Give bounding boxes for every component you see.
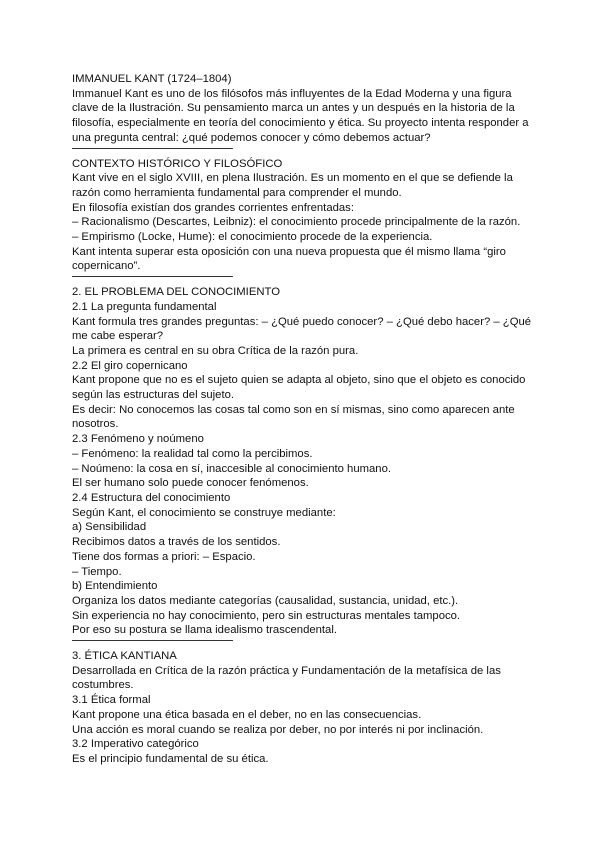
paragraph: El ser humano solo puede conocer fenómenos. <box>72 477 309 490</box>
paragraph: Es decir: No conocemos las cosas tal como son en sí mismas, sino como aparecen ante nosotros. <box>72 403 515 431</box>
subsection-heading: 3.1 Ética formal <box>72 694 151 707</box>
paragraph: Kant formula tres grandes preguntas: – ¿Qué puedo conocer? – ¿Qué debo hacer? – ¿Qué me cabe esperar? <box>72 315 532 343</box>
paragraph: Es el principio fundamental de su ética. <box>72 752 269 765</box>
paragraph: Desarrollada en Crítica de la razón práctica y Fundamentación de la metafísica de las costumbres. <box>72 664 501 692</box>
list-item: – Empirismo (Locke, Hume): el conocimiento procede de la experiencia. <box>72 231 433 244</box>
intro-paragraph: Immanuel Kant es uno de los filósofos más influyentes de la Edad Moderna y una figura clave de la Ilustración. Su pensamiento marca un antes y un después en la historia de la filosofía, especialmente en teoría del conocimiento y ética. Su proyecto intenta responder a una pregunta central: ¿qué podemos conocer y cómo debemos actuar? <box>72 87 529 144</box>
subsection-heading: 2.1 La pregunta fundamental <box>72 300 217 313</box>
document-body <box>72 72 534 767</box>
document-title: IMMANUEL KANT (1724–1804) <box>72 73 232 85</box>
paragraph: b) Entendimiento <box>72 580 158 593</box>
subsection-heading: 2.2 El giro copernicano <box>72 359 188 372</box>
paragraph: En filosofía existían dos grandes corrientes enfrentadas: <box>72 201 354 214</box>
paragraph: Kant vive en el siglo XVIII, en plena Ilustración. Es un momento en el que se defiende la razón como herramienta fundamental para comprender el mundo. <box>72 172 513 199</box>
paragraph: Kant propone que no es el sujeto quien se adapta al objeto, sino que el objeto es conocido según las estructuras del sujeto. <box>72 374 526 402</box>
subsection-heading: 2.4 Estructura del conocimiento <box>72 491 231 504</box>
paragraph: Una acción es moral cuando se realiza por deber, no por interés ni por inclinación. <box>72 723 484 736</box>
paragraph: a) Sensibilidad <box>72 521 147 534</box>
paragraph: Organiza los datos mediante categorías (causalidad, sustancia, unidad, etc.). <box>72 594 459 607</box>
paragraph: Por eso su postura se llama idealismo trascendental. <box>72 624 337 637</box>
section-heading-context: CONTEXTO HISTÓRICO Y FILOSÓFICO <box>72 157 283 170</box>
section-heading-knowledge: 2. EL PROBLEMA DEL CONOCIMIENTO <box>72 286 280 299</box>
section-divider <box>72 276 233 277</box>
list-item: – Noúmeno: la cosa en sí, inaccesible al conocimiento humano. <box>72 462 392 475</box>
list-item: – Fenómeno: la realidad tal como la percibimos. <box>72 447 313 460</box>
paragraph: Tiene dos formas a priori: – Espacio. <box>72 550 256 563</box>
list-item: – Racionalismo (Descartes, Leibniz): el conocimiento procede principalmente de la razón. <box>72 216 521 229</box>
section-heading-ethics: 3. ÉTICA KANTIANA <box>72 650 177 663</box>
paragraph: La primera es central en su obra Crítica de la razón pura. <box>72 344 359 357</box>
subsection-heading: 3.2 Imperativo categórico <box>72 738 199 751</box>
section-divider <box>72 148 233 149</box>
paragraph: Recibimos datos a través de los sentidos. <box>72 536 281 549</box>
paragraph: Sin experiencia no hay conocimiento, pero sin estructuras mentales tampoco. <box>72 609 461 622</box>
subsection-heading: 2.3 Fenómeno y noúmeno <box>72 433 204 446</box>
paragraph: Kant propone una ética basada en el deber, no en las consecuencias. <box>72 708 422 721</box>
paragraph: Según Kant, el conocimiento se construye mediante: <box>72 506 336 519</box>
section-divider <box>72 640 233 641</box>
paragraph: Kant intenta superar esta oposición con una nueva propuesta que él mismo llama “giro copernicano”. <box>72 245 506 273</box>
list-item: – Tiempo. <box>72 565 122 578</box>
